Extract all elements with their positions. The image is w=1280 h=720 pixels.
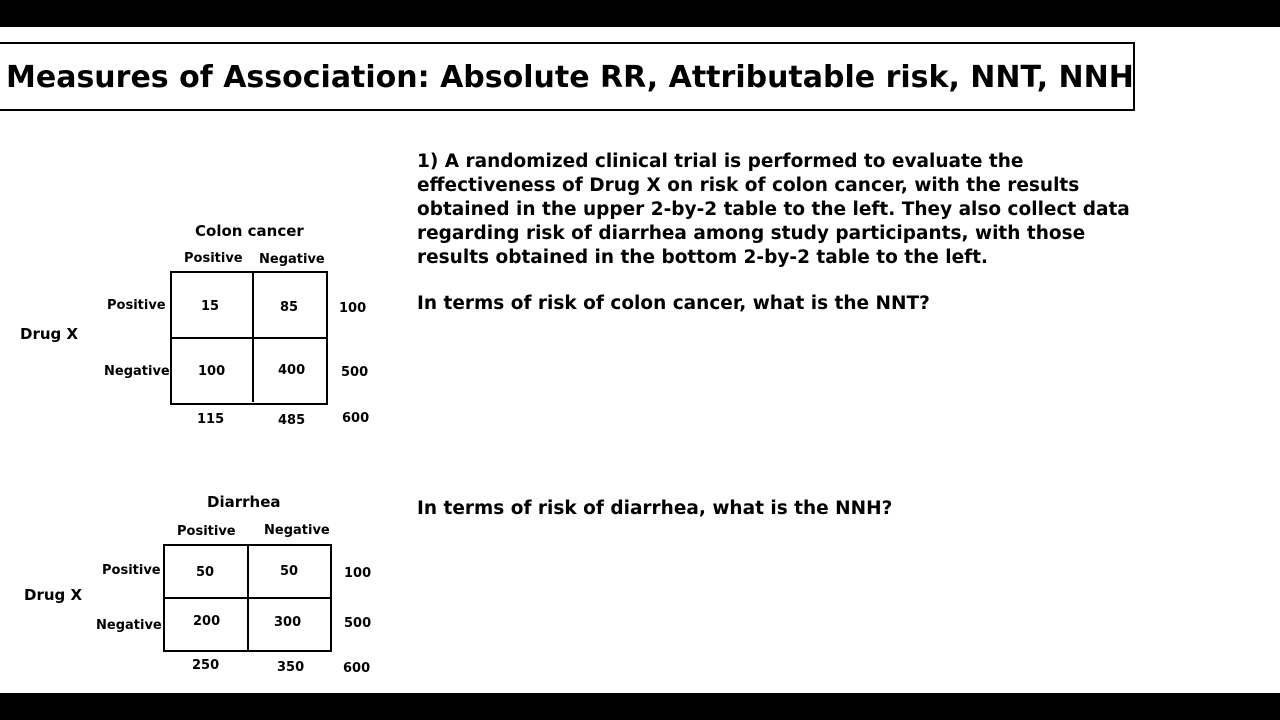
diarrhea-cell-b: 50 [280,564,299,579]
colon-cell-a: 15 [201,299,220,314]
colon-row-header-negative: Negative [104,364,170,379]
question-line-1: 1) A randomized clinical trial is performed to evaluate the [417,151,1024,172]
colon-col-header-negative: Negative [259,252,325,267]
colon-col-total-negative: 485 [278,413,306,428]
colon-cell-c: 100 [198,364,226,379]
diarrhea-col-header-negative: Negative [264,523,330,538]
diarrhea-grid-divider-h [163,597,332,599]
diarrhea-row-header-positive: Positive [102,563,161,578]
diarrhea-grand-total: 600 [343,661,371,676]
diarrhea-cell-c: 200 [193,614,221,629]
colon-col-total-positive: 115 [197,412,225,427]
colon-row-group-label: Drug X [20,325,79,343]
colon-table-title: Colon cancer [195,222,304,240]
colon-grid-divider-h [170,337,328,339]
nnt-question: In terms of risk of colon cancer, what is the NNT? [417,293,930,314]
diarrhea-cell-a: 50 [196,565,215,580]
diarrhea-row-total-negative: 500 [344,616,372,631]
colon-row-total-positive: 100 [339,301,367,316]
question-paragraph [417,150,1217,270]
question-line-3: obtained in the upper 2-by-2 table to the left. They also collect data [417,199,1130,220]
diarrhea-row-total-positive: 100 [344,566,372,581]
question-line-5: results obtained in the bottom 2-by-2 table to the left. [417,247,989,268]
colon-cell-d: 400 [278,363,306,378]
question-line-4: regarding risk of diarrhea among study participants, with those [417,223,1086,244]
diarrhea-row-group-label: Drug X [24,586,83,604]
question-line-2: effectiveness of Drug X on risk of colon cancer, with the results [417,175,1080,196]
diarrhea-col-total-negative: 350 [277,660,305,675]
nnh-question: In terms of risk of diarrhea, what is the NNH? [417,498,893,519]
top-letterbox-bar [0,0,1280,27]
diarrhea-row-header-negative: Negative [96,618,162,633]
diarrhea-cell-d: 300 [274,615,302,630]
colon-row-total-negative: 500 [341,365,369,380]
colon-grand-total: 600 [342,411,370,426]
colon-col-header-positive: Positive [184,251,243,266]
diarrhea-col-header-positive: Positive [177,524,236,539]
colon-cell-b: 85 [280,300,299,315]
diarrhea-table-title: Diarrhea [207,493,281,511]
diarrhea-col-total-positive: 250 [192,658,220,673]
colon-row-header-positive: Positive [107,298,166,313]
slide-title: Measures of Association: Absolute RR, Attributable risk, NNT, NNH [6,60,1134,95]
bottom-letterbox-bar [0,693,1280,720]
